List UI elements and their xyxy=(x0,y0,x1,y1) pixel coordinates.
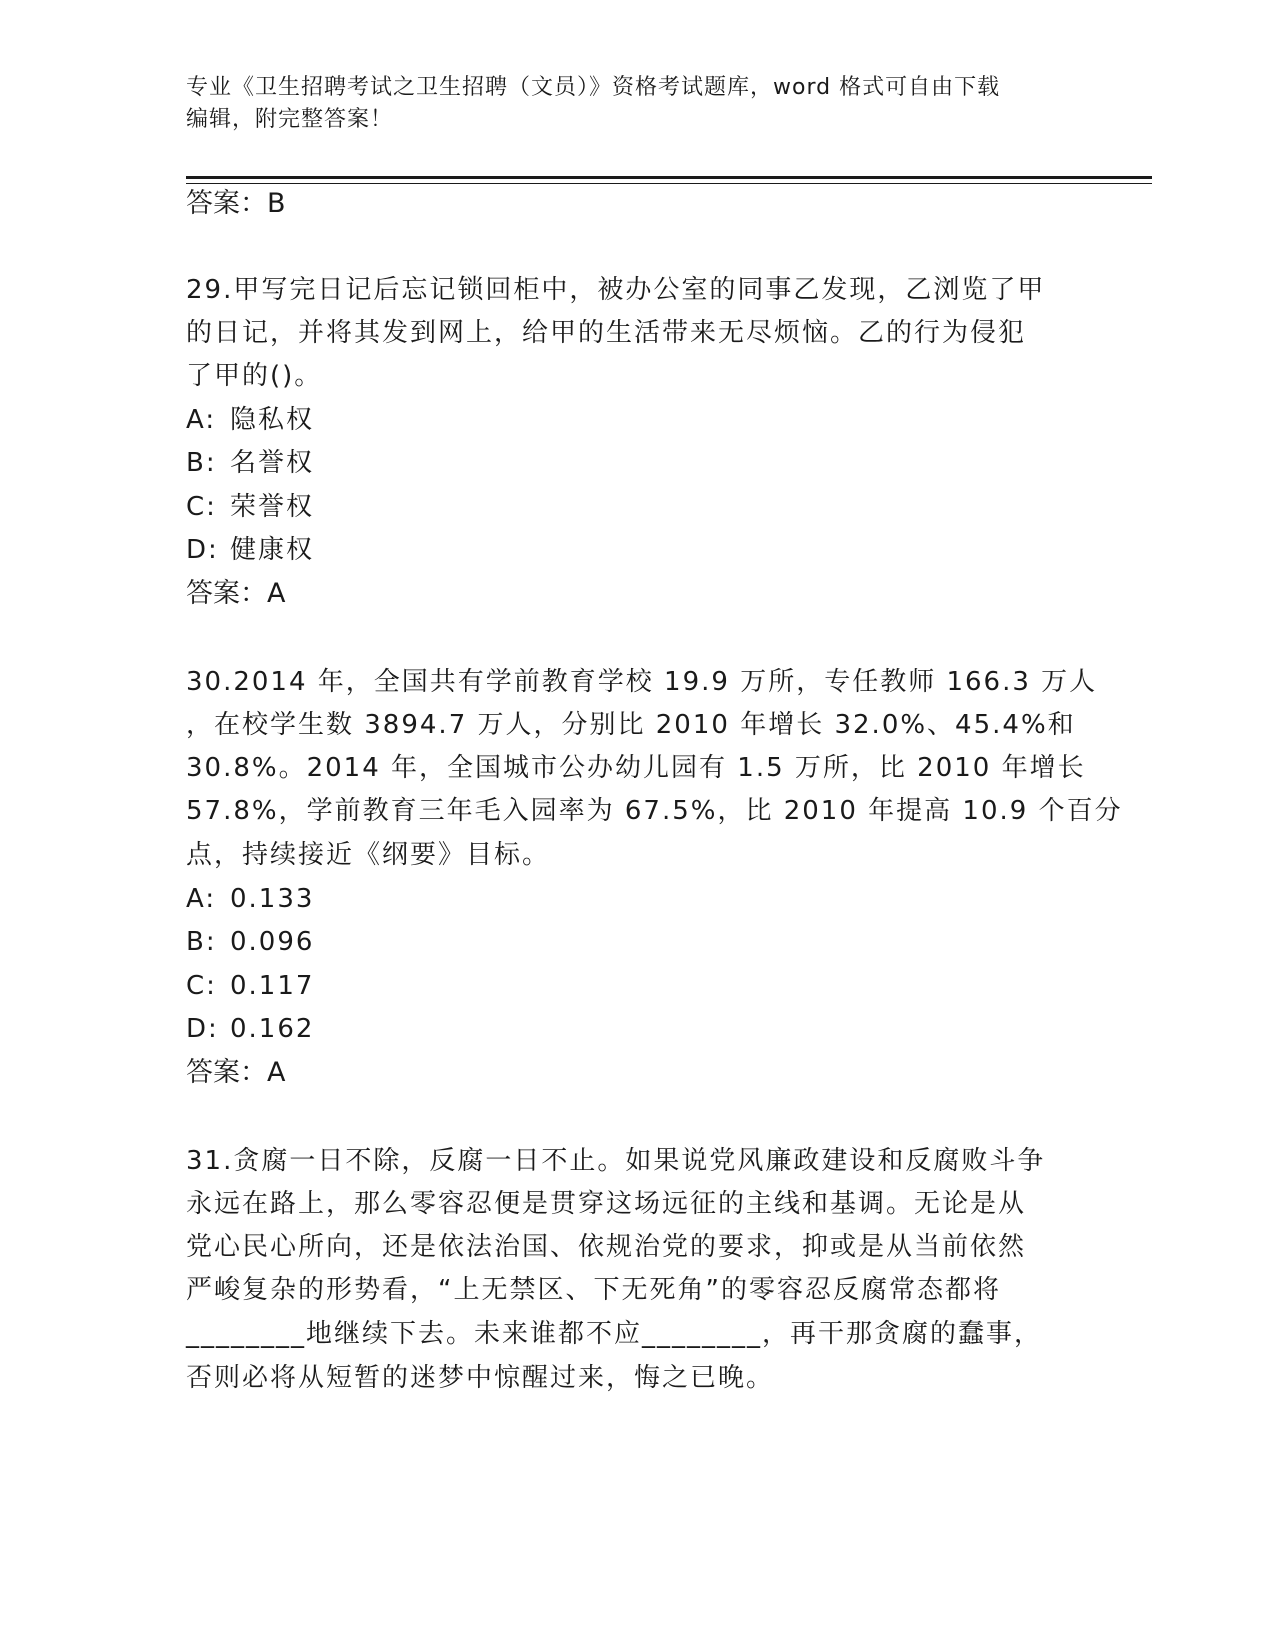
option-key: D: xyxy=(186,535,219,565)
answer-29: 答案：A xyxy=(186,578,286,609)
option-text: 0.117 xyxy=(230,971,315,1001)
option-text: 0.133 xyxy=(230,884,315,914)
question-30-option-a xyxy=(186,879,314,919)
question-29-line-1: 29.甲写完日记后忘记锁回柜中，被办公室的同事乙发现，乙浏览了甲 xyxy=(186,275,1046,305)
question-31-line-2: 永远在路上，那么零容忍便是贯穿这场远征的主线和基调。无论是从 xyxy=(186,1189,1027,1219)
question-30-line-1: 30.2014 年，全国共有学前教育学校 19.9 万所，专任教师 166.3 万人 xyxy=(186,667,1098,697)
question-30-line-5: 点，持续接近《纲要》目标。 xyxy=(186,840,551,870)
question-30-line-2: ，在校学生数 3894.7 万人，分别比 2010 年增长 32.0%、45.4%和 xyxy=(186,710,1076,740)
question-29-line-3: 了甲的()。 xyxy=(186,361,323,391)
question-29-option-b xyxy=(186,443,314,483)
option-key: C: xyxy=(186,971,217,1001)
header-line-1: 专业《卫生招聘考试之卫生招聘（文员）》资格考试题库，word 格式可自由下载 xyxy=(186,75,1001,100)
question-31-line-5: ________地继续下去。未来谁都不应________，再干那贪腐的蠢事， xyxy=(186,1319,1043,1349)
option-text: 0.162 xyxy=(230,1014,315,1044)
header-line-2: 编辑，附完整答案！ xyxy=(186,107,394,132)
option-key: A: xyxy=(186,884,217,914)
header-rule-thin xyxy=(186,183,1152,184)
question-30-line-4: 57.8%，学前教育三年毛入园率为 67.5%，比 2010 年提高 10.9 个百分 xyxy=(186,796,1123,826)
option-text: 名誉权 xyxy=(230,448,315,478)
option-text: 荣誉权 xyxy=(230,492,315,522)
question-29-option-d xyxy=(186,530,314,570)
option-text: 健康权 xyxy=(230,535,315,565)
option-key: D: xyxy=(186,1014,219,1044)
header-rule-thick xyxy=(186,176,1152,179)
question-31-line-4: 严峻复杂的形势看，“上无禁区、下无死角”的零容忍反腐常态都将 xyxy=(186,1275,1001,1305)
question-30-line-3: 30.8%。2014 年，全国城市公办幼儿园有 1.5 万所，比 2010 年增长 xyxy=(186,753,1086,783)
question-30-option-b xyxy=(186,922,314,962)
answer-28: 答案：B xyxy=(186,188,286,219)
option-text: 隐私权 xyxy=(230,405,315,435)
option-key: B: xyxy=(186,927,217,957)
option-key: C: xyxy=(186,492,217,522)
answer-30: 答案：A xyxy=(186,1057,286,1088)
question-29-option-a xyxy=(186,400,314,440)
document-header xyxy=(186,72,1066,136)
question-29-option-c xyxy=(186,487,314,527)
question-31-line-3: 党心民心所向，还是依法治国、依规治党的要求，抑或是从当前依然 xyxy=(186,1232,1027,1262)
question-30-option-c xyxy=(186,966,314,1006)
option-key: A: xyxy=(186,405,217,435)
question-31-line-1: 31.贪腐一日不除，反腐一日不止。如果说党风廉政建设和反腐败斗争 xyxy=(186,1146,1046,1176)
question-31-line-6: 否则必将从短暂的迷梦中惊醒过来，悔之已晚。 xyxy=(186,1363,775,1393)
option-text: 0.096 xyxy=(230,927,315,957)
question-30-option-d xyxy=(186,1009,314,1049)
question-29-line-2: 的日记，并将其发到网上，给甲的生活带来无尽烦恼。乙的行为侵犯 xyxy=(186,318,1027,348)
option-key: B: xyxy=(186,448,217,478)
